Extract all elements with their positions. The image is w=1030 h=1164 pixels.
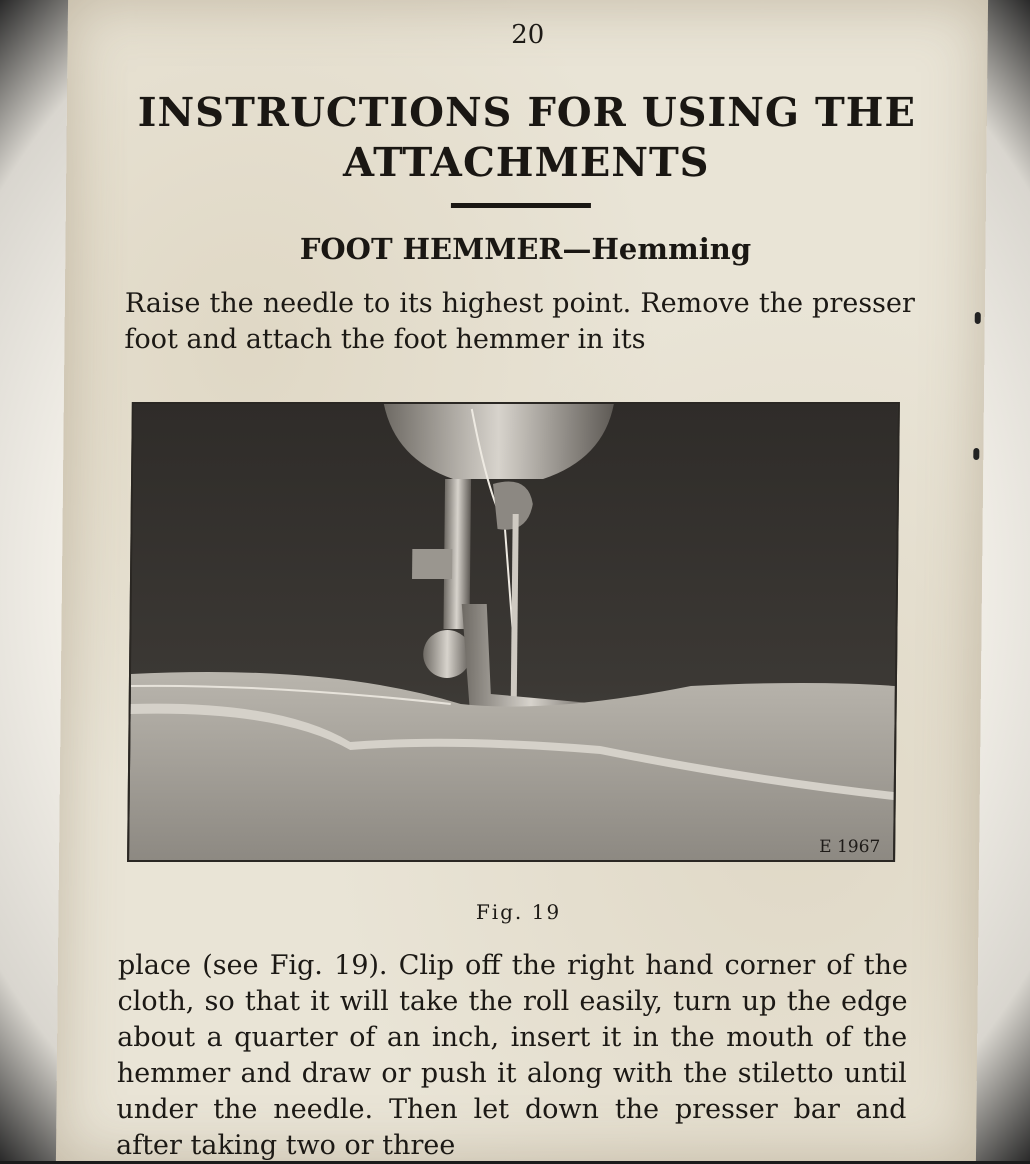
page-number: 20: [511, 20, 545, 50]
title-divider: [451, 203, 591, 208]
continuation-paragraph: place (see Fig. 19). Clip off the right hand corner of the cloth, so that it will take the roll easily, turn up the edge about a quarter of an inch, insert it in the mouth of the hemmer and draw or push it along with the stiletto until under the needle. Then let down the presser bar and after taking two or three: [115, 950, 909, 1161]
figure-caption: Fig. 19: [475, 900, 562, 924]
presser-clamp: [412, 549, 452, 579]
section-title: FOOT HEMMER—Hemming: [299, 232, 752, 266]
binding-mark: [973, 448, 979, 460]
manual-page: [56, 0, 988, 1161]
binding-mark: [975, 312, 981, 324]
page-title: [66, 88, 987, 188]
page-title-line-2: ATTACHMENTS: [342, 139, 710, 186]
intro-paragraph: Raise the needle to its highest point. Remove the presser foot and attach the foot hemmer in its: [124, 288, 916, 355]
sewing-machine-photo: [129, 404, 898, 860]
plate-code: E 1967: [819, 837, 881, 857]
page-title-line-1: INSTRUCTIONS FOR USING THE: [137, 89, 917, 136]
figure-photo: [127, 402, 900, 862]
